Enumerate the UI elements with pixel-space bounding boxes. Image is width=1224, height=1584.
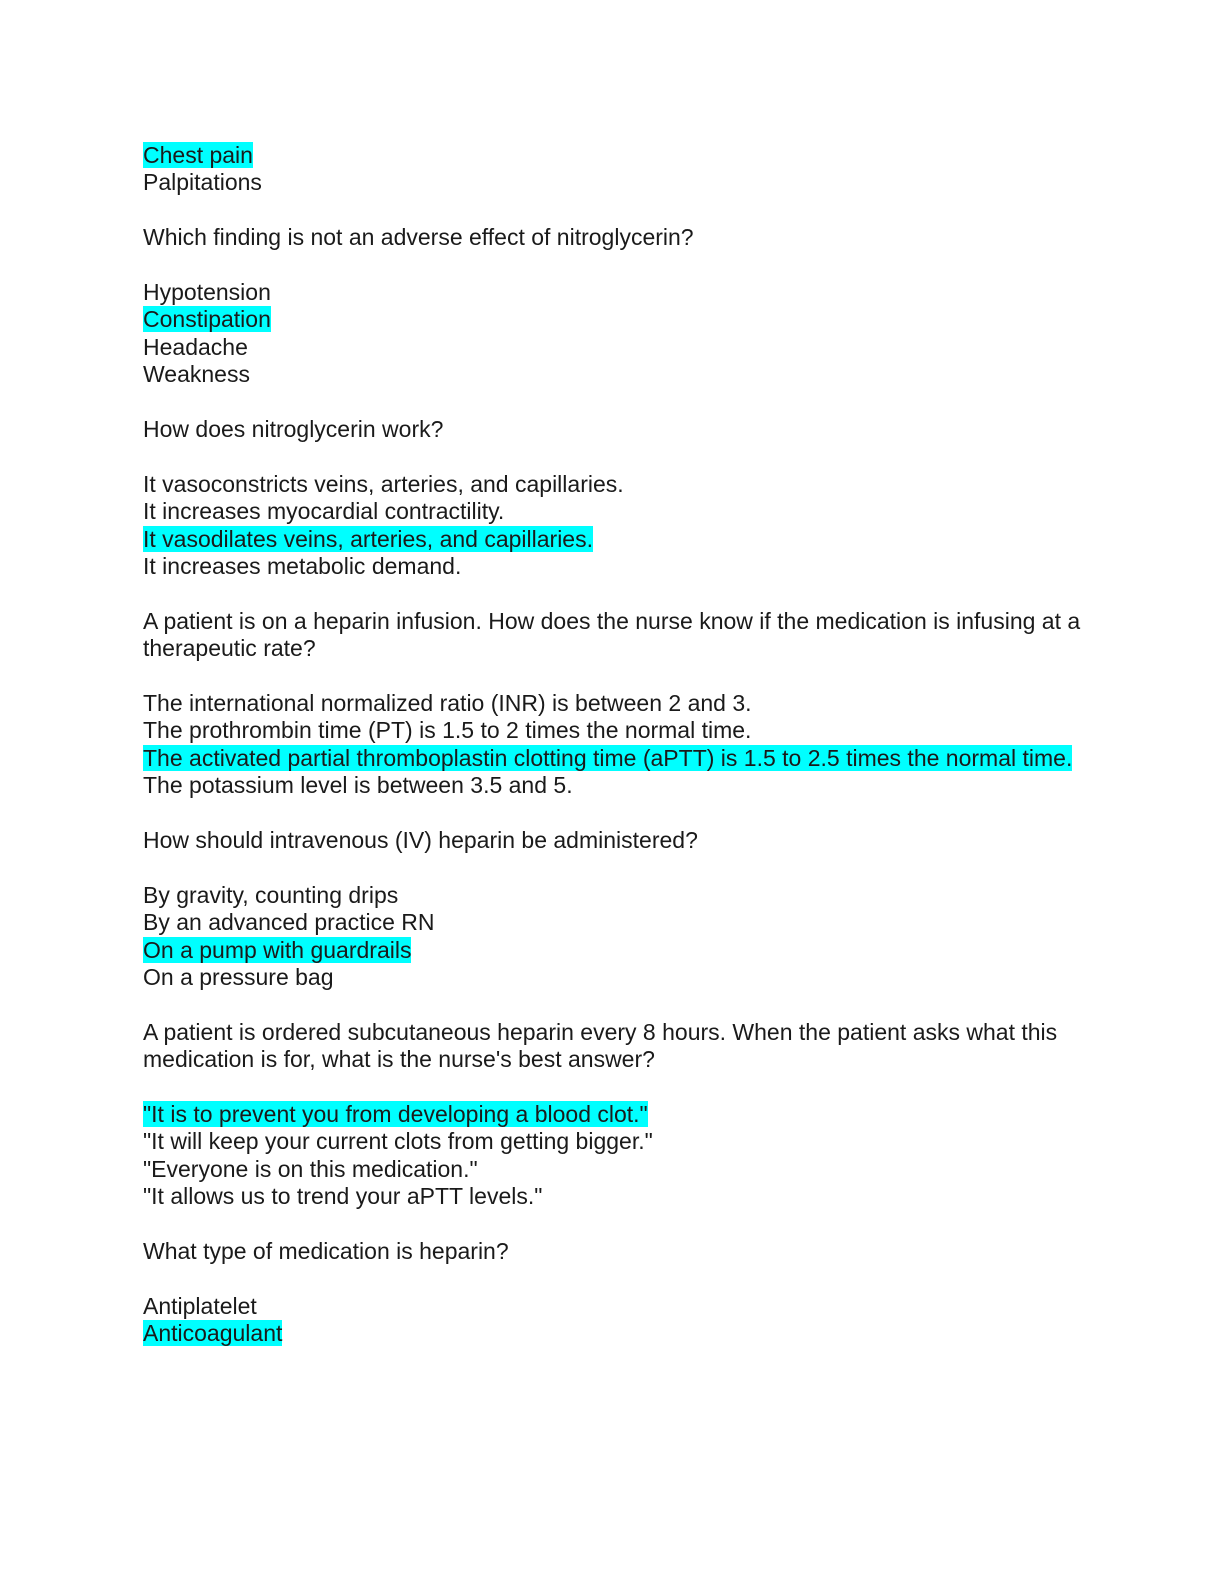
answer-options — [143, 1293, 1083, 1348]
answer-option — [143, 498, 1083, 525]
answer-text: It vasoconstricts veins, arteries, and capillaries. — [143, 470, 624, 497]
answer-option-correct — [143, 1101, 1083, 1128]
answer-option-correct — [143, 306, 1083, 333]
question-text: How does nitroglycerin work? — [143, 416, 444, 443]
highlighted-answer-text: Constipation — [143, 306, 271, 333]
answer-option-correct — [143, 745, 1083, 772]
answer-text: Palpitations — [143, 169, 262, 196]
paragraph-gap — [143, 1074, 1083, 1101]
question-text: How should intravenous (IV) heparin be administered? — [143, 827, 698, 854]
answer-options — [143, 1101, 1083, 1211]
paragraph-gap — [143, 991, 1083, 1018]
answer-option — [143, 169, 1083, 196]
answer-text: "It will keep your current clots from getting bigger." — [143, 1128, 653, 1155]
paragraph-gap — [143, 580, 1083, 607]
question-text: Which finding is not an adverse effect of nitroglycerin? — [143, 224, 694, 251]
answer-text: It increases myocardial contractility. — [143, 498, 505, 525]
paragraph-gap — [143, 854, 1083, 881]
paragraph-gap — [143, 1211, 1083, 1238]
answer-option-correct — [143, 1320, 1083, 1347]
answer-option — [143, 964, 1083, 991]
answer-option — [143, 1293, 1083, 1320]
answer-text: The prothrombin time (PT) is 1.5 to 2 times the normal time. — [143, 717, 752, 744]
document-body — [143, 142, 1087, 1348]
answer-text: Headache — [143, 333, 248, 360]
answer-text: The international normalized ratio (INR) is between 2 and 3. — [143, 690, 752, 717]
answer-text: It increases metabolic demand. — [143, 553, 462, 580]
answer-text: Antiplatelet — [143, 1292, 257, 1319]
question-text: What type of medication is heparin? — [143, 1238, 509, 1265]
highlighted-answer-text: "It is to prevent you from developing a blood clot." — [143, 1101, 648, 1128]
highlighted-answer-text: Anticoagulant — [143, 1320, 283, 1347]
answer-option-correct — [143, 937, 1083, 964]
question-text: A patient is ordered subcutaneous heparin every 8 hours. When the patient asks what this medication is for, what is the nurse's best answer? — [143, 1018, 1064, 1073]
answer-option — [143, 909, 1083, 936]
paragraph-gap — [143, 389, 1083, 416]
answer-text: The potassium level is between 3.5 and 5. — [143, 772, 573, 799]
answer-options — [143, 690, 1083, 800]
answer-option — [143, 717, 1083, 744]
paragraph-gap — [143, 252, 1083, 279]
highlighted-answer-text: On a pump with guardrails — [143, 936, 412, 963]
highlighted-answer-text: It vasodilates veins, arteries, and capillaries. — [143, 525, 593, 552]
answer-option-correct — [143, 526, 1083, 553]
question-text: A patient is on a heparin infusion. How does the nurse know if the medication is infusing at a therapeutic rate? — [143, 607, 1087, 662]
paragraph-gap — [143, 800, 1083, 827]
answer-option — [143, 882, 1083, 909]
answer-options — [143, 279, 1083, 389]
answer-text: By gravity, counting drips — [143, 881, 399, 908]
paragraph-gap — [143, 1265, 1083, 1292]
answer-option — [143, 334, 1083, 361]
answer-text: "Everyone is on this medication." — [143, 1155, 478, 1182]
answer-option — [143, 1183, 1083, 1210]
answer-option — [143, 1128, 1083, 1155]
paragraph-gap — [143, 663, 1083, 690]
answer-option-correct — [143, 142, 1083, 169]
answer-options — [143, 471, 1083, 581]
answer-option — [143, 690, 1083, 717]
answer-options — [143, 142, 1083, 197]
answer-option — [143, 361, 1083, 388]
highlighted-answer-text: Chest pain — [143, 142, 253, 168]
answer-option — [143, 553, 1083, 580]
answer-text: By an advanced practice RN — [143, 909, 435, 936]
answer-option — [143, 279, 1083, 306]
answer-text: "It allows us to trend your aPTT levels." — [143, 1183, 543, 1210]
answer-option — [143, 471, 1083, 498]
answer-option — [143, 772, 1083, 799]
answer-text: Hypotension — [143, 279, 271, 305]
highlighted-answer-text: The activated partial thromboplastin clotting time (aPTT) is 1.5 to 2.5 times the normal time. — [143, 744, 1073, 771]
answer-text: On a pressure bag — [143, 964, 334, 991]
answer-option — [143, 1156, 1083, 1183]
answer-text: Weakness — [143, 361, 250, 388]
paragraph-gap — [143, 443, 1083, 470]
answer-options — [143, 882, 1083, 992]
paragraph-gap — [143, 197, 1083, 224]
